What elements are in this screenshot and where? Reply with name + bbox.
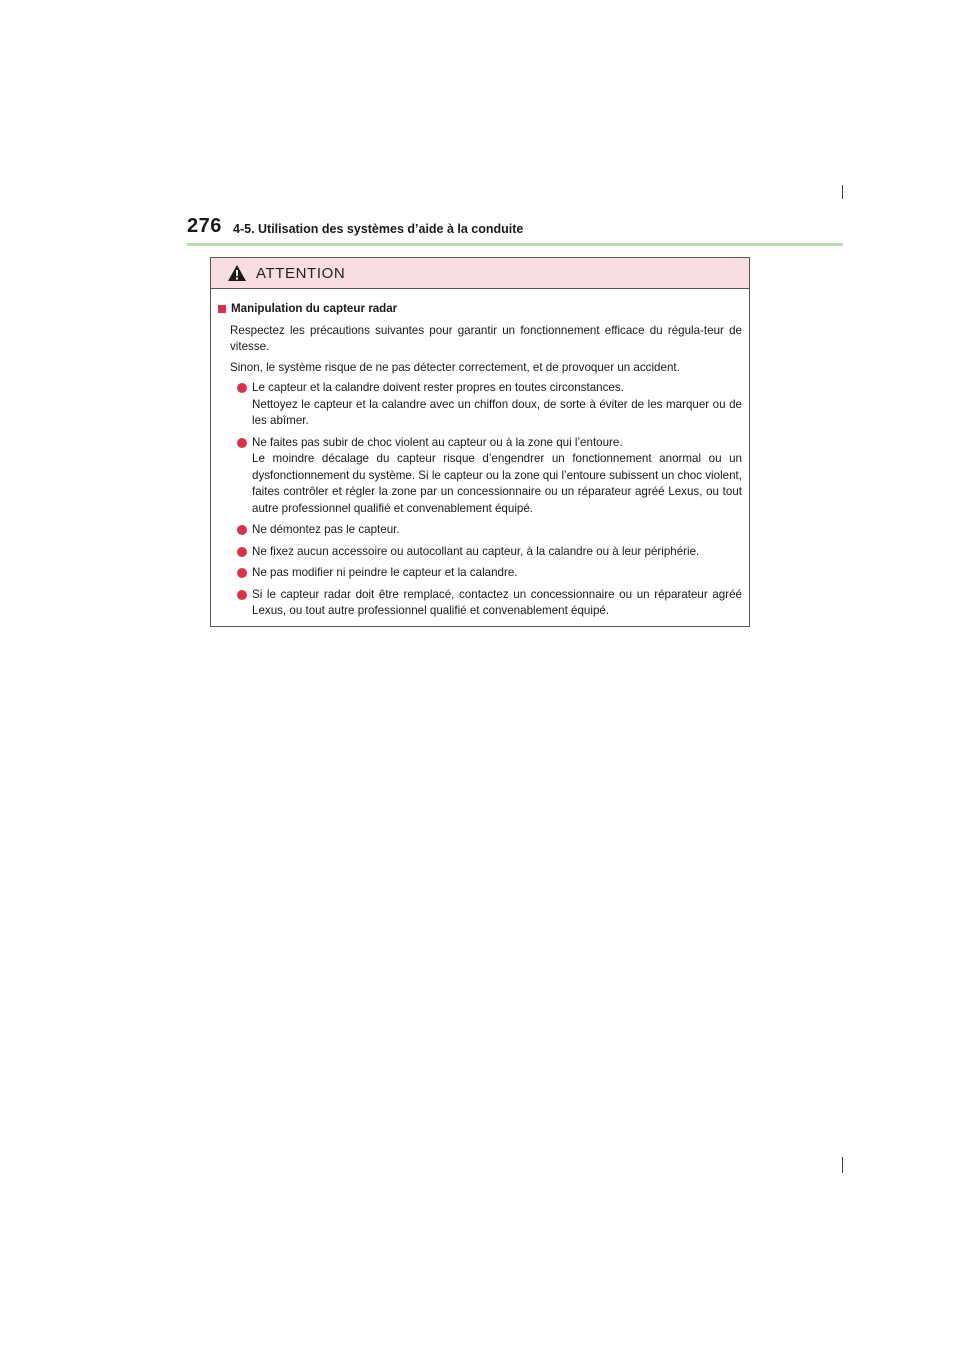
warning-triangle-icon <box>227 264 247 282</box>
section-title: 4-5. Utilisation des systèmes d’aide à la conduite <box>233 222 524 236</box>
bullet-lead: Ne pas modifier ni peindre le capteur et la calandre. <box>252 566 518 579</box>
precaution-list <box>218 380 742 620</box>
intro-paragraph-2: Sinon, le système risque de ne pas détecter correctement, et de provoquer un accident. <box>230 360 680 374</box>
sub-heading <box>218 301 742 318</box>
bullet-lead: Le capteur et la calandre doivent rester propres en toutes circonstances. <box>252 381 624 394</box>
attention-label: ATTENTION <box>256 264 346 282</box>
bullet-dot-icon <box>237 525 247 535</box>
bullet-detail: Le moindre décalage du capteur risque d’engendrer un fonctionnement anormal ou un dysfonctionnement du système. Si le capteur ou la zone qui l’entoure subissent un choc violent, faites contrôler et régler la zone par un concessionnaire ou un réparateur agréé Lexus, ou tout autre professionnel qualifié et convenablement équipé. <box>252 452 742 515</box>
bullet-detail: Nettoyez le capteur et la calandre avec un chiffon doux, de sorte à éviter de les marquer ou de les abîmer. <box>252 397 742 427</box>
list-item <box>237 565 742 582</box>
bullet-dot-icon <box>237 438 247 448</box>
crop-mark-bottom <box>842 1157 843 1173</box>
intro-paragraph: Respectez les précautions suivantes pour garantir un fonctionnement efficace du régula-teur de vitesse. <box>230 323 742 353</box>
list-item <box>237 544 742 561</box>
list-item <box>237 435 742 518</box>
crop-mark-top <box>842 185 843 199</box>
bullet-lead: Ne fixez aucun accessoire ou autocollant au capteur, à la calandre ou à leur périphérie. <box>252 544 700 558</box>
attention-header <box>211 258 749 289</box>
list-item <box>237 522 742 539</box>
bullet-dot-icon <box>237 547 247 557</box>
attention-body <box>211 289 749 620</box>
attention-box <box>210 257 750 627</box>
bullet-lead: Si le capteur radar doit être remplacé, contactez un concessionnaire ou un réparateur agréé Lexus, ou tout autre professionnel qualifié et convenablement équipé. <box>252 587 742 617</box>
header-rule <box>187 243 843 246</box>
bullet-dot-icon <box>237 590 247 600</box>
square-bullet-icon <box>218 305 226 313</box>
list-item <box>237 380 742 430</box>
list-item <box>237 587 742 620</box>
bullet-dot-icon <box>237 383 247 393</box>
bullet-lead: Ne faites pas subir de choc violent au capteur ou à la zone qui l’entoure. <box>252 435 623 449</box>
sub-heading-text: Manipulation du capteur radar <box>231 302 398 315</box>
page-number: 276 <box>187 215 222 237</box>
bullet-lead: Ne démontez pas le capteur. <box>252 523 400 536</box>
bullet-dot-icon <box>237 568 247 578</box>
